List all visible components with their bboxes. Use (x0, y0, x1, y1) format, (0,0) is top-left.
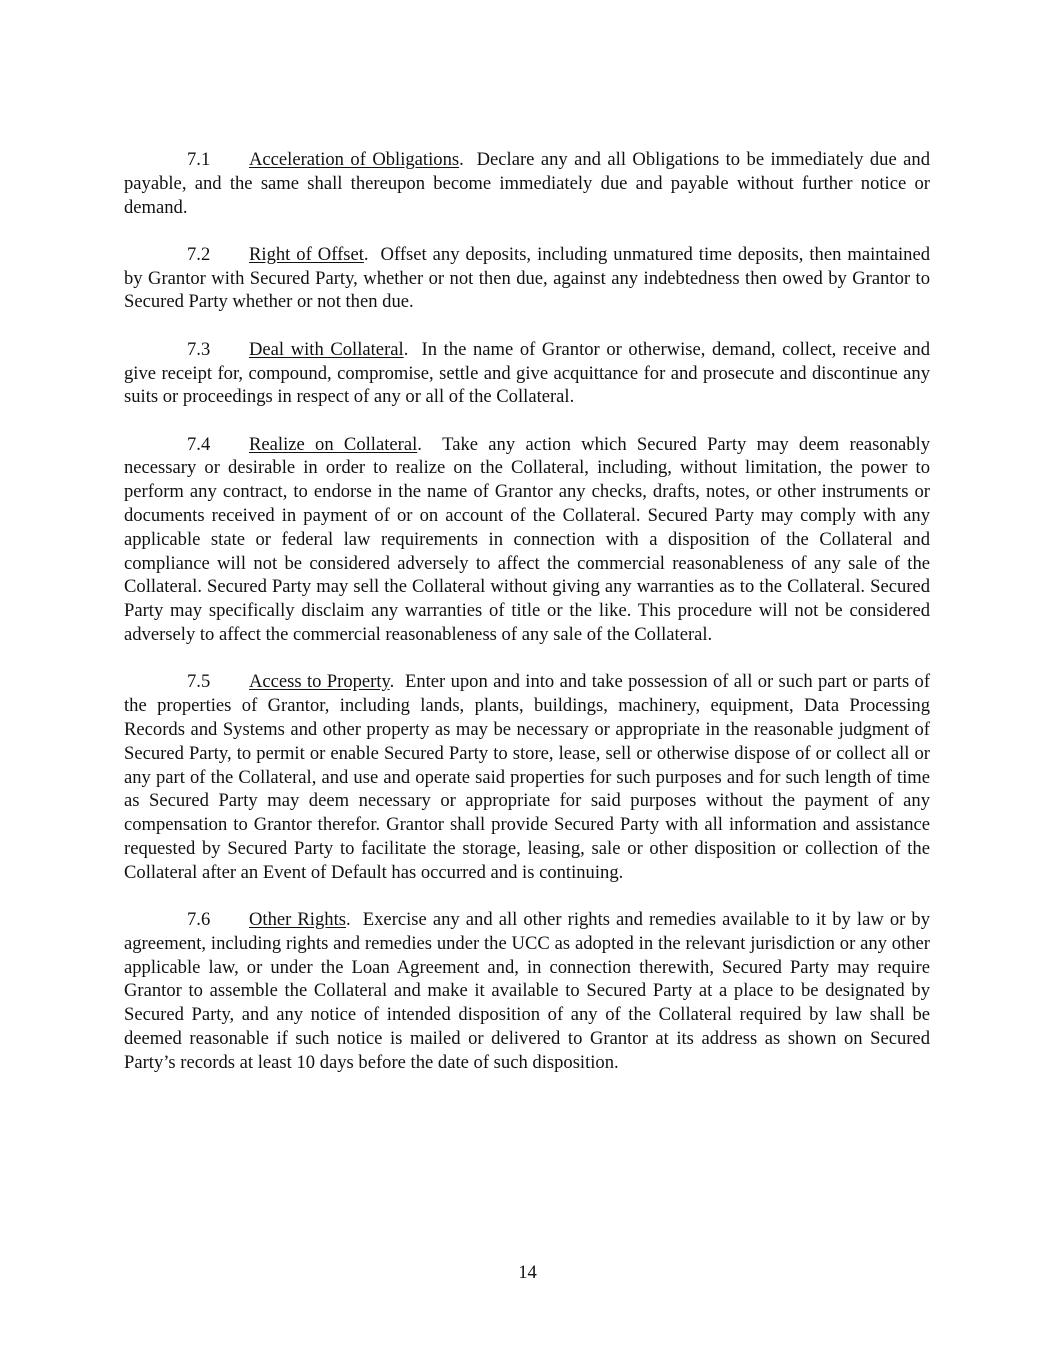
section-text: Take any action which Secured Party may deem reasonably necessary or desirable in order to realize on the Collateral, including, without limitation, the power to perform any contract, to endorse in the name of Grantor any checks, drafts, notes, or other instruments or documents received in payment of or on account of the Collateral. Secured Party may comply with any applicable state or federal law requirements in connection with a disposition of the Collateral and compliance will not be considered adversely to affect the commercial reasonableness of any sale of the Collateral. Secured Party may sell the Collateral without giving any warranties as to the Collateral. Secured Party may specifically disclaim any warranties of title or the like. This procedure will not be considered adversely to affect the commercial reasonableness of any sale of the Collateral. (124, 433, 931, 646)
section-number: 7.3 (187, 338, 211, 360)
section-heading: Acceleration of Obligations (249, 149, 460, 170)
section-heading: Deal with Collateral (249, 338, 404, 360)
section-7-1: 7.1 Acceleration of Obligations. Declare any and all Obligations to be immediately due and payable, and the same shall thereupon become immediately due and payable without further notice or demand. (124, 149, 931, 218)
section-heading: Access to Property (249, 671, 390, 693)
section-number: 7.4 (187, 433, 211, 455)
section-number: 7.1 (187, 149, 211, 170)
section-text: Exercise any and all other rights and remedies available to it by law or by agreement, including rights and remedies under the UCC as adopted in the relevant jurisdiction or any other applicable law, or under the Loan Agreement and, in connection therewith, Secured Party may require Grantor to assemble the Collateral and make it available to Secured Party at a place to be designated by Secured Party, and any notice of intended disposition of any of the Collateral required by law shall be deemed reasonable if such notice is mailed or delivered to Grantor at its address as shown on Secured Party’s records at least 10 days before the date of such disposition. (124, 909, 930, 1073)
section-7-6: 7.6 Other Rights. Exercise any and all other rights and remedies available to it by law or by agreement, including rights and remedies under the UCC as adopted in the relevant jurisdiction or any other applicable law, or under the Loan Agreement and, in connection therewith, Secured Party may require Grantor to assemble the Collateral and make it available to Secured Party at a place to be designated by Secured Party, and any notice of intended disposition of any of the Collateral required by law shall be deemed reasonable if such notice is mailed or delivered to Grantor at its address as shown on Secured Party’s records at least 10 days before the date of such disposition. (124, 909, 930, 1073)
section-number: 7.5 (187, 671, 211, 693)
section-heading: Right of Offset (249, 243, 364, 265)
section-7-3: 7.3 Deal with Collateral. In the name of Grantor or otherwise, demand, collect, receive and give receipt for, compound, compromise, settle and give acquittance for and prosecute and discontinue any suits or proceedings in respect of any or all of the Collateral. (124, 338, 931, 408)
section-heading: Realize on Collateral (249, 433, 418, 455)
section-text: Offset any deposits, including unmatured time deposits, then maintained by Grantor with Secured Party, whether or not then due, against any indebtedness then owed by Grantor to Secured Party whether or not then due. (124, 243, 930, 313)
section-number: 7.2 (187, 243, 211, 265)
section-text: In the name of Grantor or otherwise, demand, collect, receive and give receipt for, compound, compromise, settle and give acquittance for and prosecute and discontinue any suits or proceedings in respect of any or all of the Collateral. (124, 338, 931, 408)
section-text: Declare any and all Obligations to be immediately due and payable, and the same shall thereupon become immediately due and payable without further notice or demand. (124, 149, 931, 218)
section-heading: Other Rights (249, 909, 346, 931)
section-number: 7.6 (187, 909, 211, 931)
section-7-4: 7.4 Realize on Collateral. Take any action which Secured Party may deem reasonably necessary or desirable in order to realize on the Collateral, including, without limitation, the power to perform any contract, to endorse in the name of Grantor any checks, drafts, notes, or other instruments or documents received in payment of or on account of the Collateral. Secured Party may comply with any applicable state or federal law requirements in connection with a disposition of the Collateral and compliance will not be considered adversely to affect the commercial reasonableness of any sale of the Collateral. Secured Party may sell the Collateral without giving any warranties as to the Collateral. Secured Party may specifically disclaim any warranties of title or the like. This procedure will not be considered adversely to affect the commercial reasonableness of any sale of the Collateral. (124, 433, 931, 646)
section-text: Enter upon and into and take possession of all or such part or parts of the properties of Grantor, including lands, plants, buildings, machinery, equipment, Data Processing Records and Systems and other property as may be necessary or appropriate in the reasonable judgment of Secured Party, to permit or enable Secured Party to store, lease, sell or otherwise dispose of or collect all or any part of the Collateral, and use and operate said properties for such purposes and for such length of time as Secured Party may deem necessary or appropriate for said purposes without the payment of any compensation to Grantor therefor. Grantor shall provide Secured Party with all information and assistance requested by Secured Party to facilitate the storage, leasing, sale or other disposition or collection of the Collateral after an Event of Default has occurred and is continuing. (124, 671, 931, 883)
document-body (124, 148, 930, 1098)
page-number: 14 (518, 1262, 537, 1283)
section-7-2: 7.2 Right of Offset. Offset any deposits, including unmatured time deposits, then maintained by Grantor with Secured Party, whether or not then due, against any indebtedness then owed by Grantor to Secured Party whether or not then due. (124, 243, 930, 313)
section-7-5: 7.5 Access to Property. Enter upon and into and take possession of all or such part or parts of the properties of Grantor, including lands, plants, buildings, machinery, equipment, Data Processing Records and Systems and other property as may be necessary or appropriate in the reasonable judgment of Secured Party, to permit or enable Secured Party to store, lease, sell or otherwise dispose of or collect all or any part of the Collateral, and use and operate said properties for such purposes and for such length of time as Secured Party may deem necessary or appropriate for said purposes without the payment of any compensation to Grantor therefor. Grantor shall provide Secured Party with all information and assistance requested by Secured Party to facilitate the storage, leasing, sale or other disposition or collection of the Collateral after an Event of Default has occurred and is continuing. (124, 671, 931, 883)
